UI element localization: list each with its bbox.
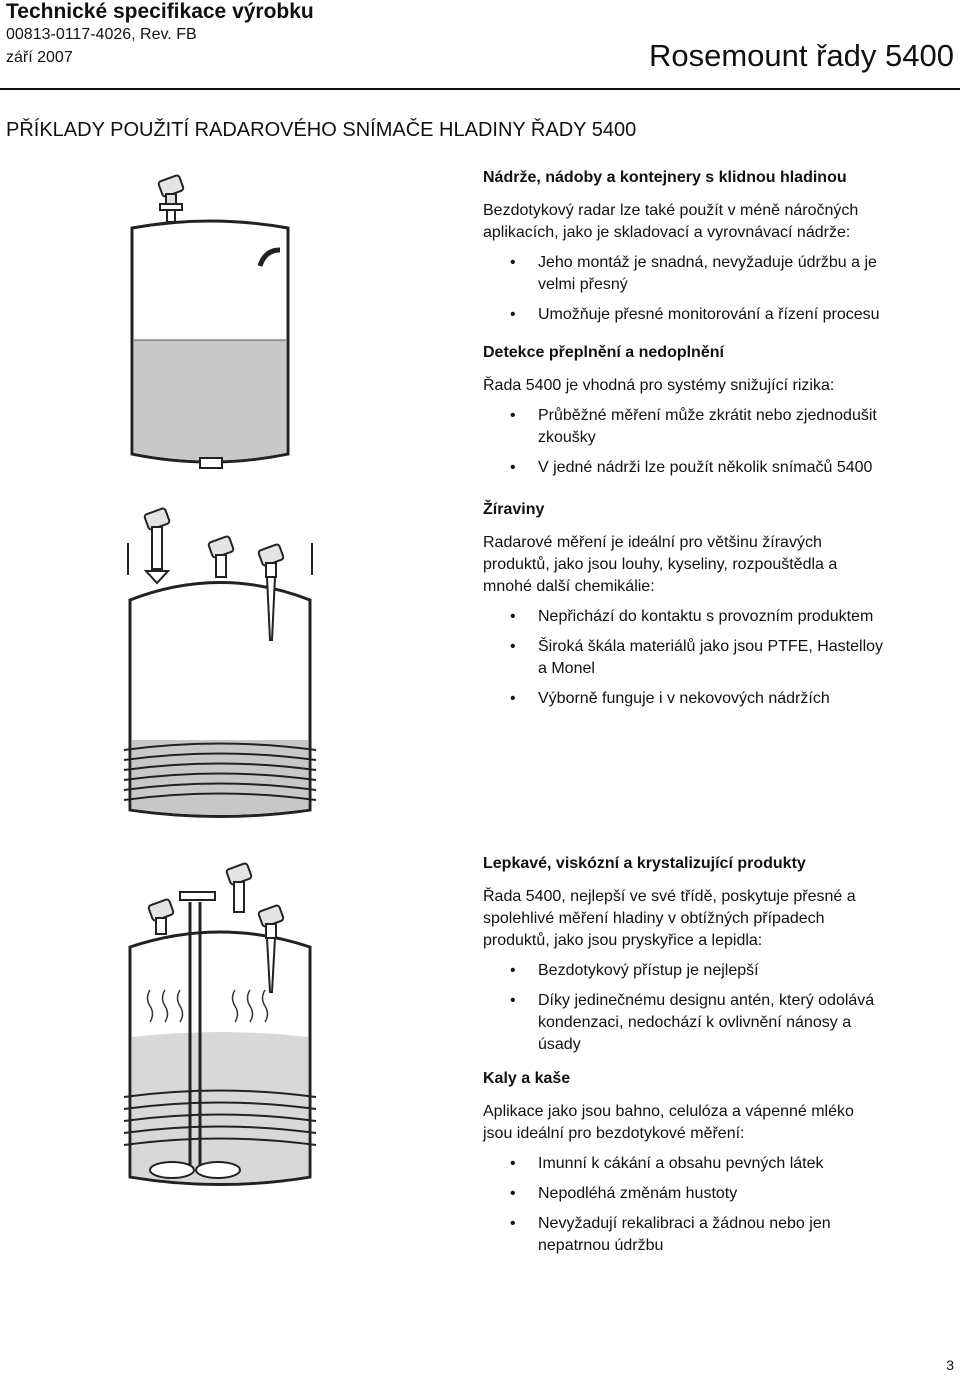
bullet-list-tanks (483, 252, 953, 326)
bullet-list-overfill (483, 405, 953, 479)
section-title-tanks: Nádrže, nádoby a kontejnery s klidnou hladinou (483, 169, 847, 186)
bullet-list-corrosives (483, 606, 953, 710)
text-column-lower (483, 853, 953, 1257)
list-item: • Nevyžadují rekalibraci a žádnou nebo jen nepatrnou údržbu (483, 1213, 953, 1257)
list-item: • Díky jedinečnému designu antén, který odolává kondenzaci, nedochází k ovlivnění nánosy a úsady (483, 990, 953, 1056)
paragraph-line: Radarové měření je ideální pro většinu žíravých (483, 534, 822, 551)
paragraph-line: mnohé další chemikálie: (483, 578, 655, 595)
section-title-corrosives: Žíraviny (483, 501, 545, 518)
paragraph-line: spolehlivé měření hladiny v obtížných případech (483, 910, 825, 927)
section-title-sticky: Lepkavé, viskózní a krystalizující produkty (483, 855, 806, 872)
list-item: • Imunní k cákání a obsahu pevných látek (483, 1153, 953, 1175)
paragraph-line: Řada 5400 je vhodná pro systémy snižující rizika: (483, 377, 835, 394)
section-title-slurries: Kaly a kaše (483, 1070, 571, 1087)
radar-transmitter-icon (208, 536, 234, 577)
text-column-upper (483, 167, 953, 710)
list-item: • Nepřichází do kontaktu s provozním produktem (483, 606, 953, 628)
bullet-list-slurries (483, 1153, 953, 1257)
paragraph-line: aplikacích, jako je skladovací a vyrovnávací nádrže: (483, 224, 851, 241)
header-rule (0, 88, 960, 90)
product-name: Rosemount řady 5400 (648, 38, 954, 73)
bullet-list-sticky (483, 960, 953, 1056)
list-item: • Nepodléhá změnám hustoty (483, 1183, 953, 1205)
radar-transmitter-icon (144, 508, 170, 583)
paragraph-line: jsou ideální pro bezdotykové měření: (483, 1125, 745, 1142)
list-item: • Výborně funguje i v nekovových nádržích (483, 688, 953, 710)
paragraph-line: produktů, jako jsou pryskyřice a lepidla: (483, 932, 763, 949)
list-item: • Široká škála materiálů jako jsou PTFE, Hastelloy a Monel (483, 636, 953, 680)
storage-tank-illustration (120, 170, 300, 480)
list-item: • Umožňuje přesné monitorování a řízení procesu (483, 304, 953, 326)
list-item: • Bezdotykový přístup je nejlepší (483, 960, 953, 982)
page-heading: PŘÍKLADY POUŽITÍ RADAROVÉHO SNÍMAČE HLADINY ŘADY 5400 (6, 119, 637, 141)
agitated-tank-illustration (120, 862, 320, 1197)
doc-date: září 2007 (6, 49, 73, 66)
list-item: • Průběžné měření může zkrátit nebo zjednodušit zkoušky (483, 405, 953, 449)
paragraph-line: Řada 5400, nejlepší ve své třídě, poskytuje přesné a (483, 888, 856, 905)
doc-number: 00813-0117-4026, Rev. FB (6, 26, 197, 43)
list-item: • V jedné nádrži lze použít několik snímačů 5400 (483, 457, 953, 479)
radar-transmitter-icon (226, 863, 252, 912)
radar-transmitter-icon (148, 899, 174, 934)
section-title-overfill: Detekce přeplnění a nedoplnění (483, 344, 724, 361)
page-number: 3 (946, 1357, 954, 1373)
corrosive-tank-illustration (120, 505, 320, 830)
paragraph-line: produktů, jako jsou louhy, kyseliny, rozpouštědla a (483, 556, 838, 573)
header-title: Technické specifikace výrobku (6, 0, 314, 23)
list-item: • Jeho montáž je snadná, nevyžaduje údržbu a je velmi přesný (483, 252, 953, 296)
paragraph-line: Aplikace jako jsou bahno, celulóza a vápenné mléko (483, 1103, 854, 1120)
paragraph-line: Bezdotykový radar lze také použít v méně náročných (483, 202, 859, 219)
radar-transmitter-icon (158, 175, 184, 222)
